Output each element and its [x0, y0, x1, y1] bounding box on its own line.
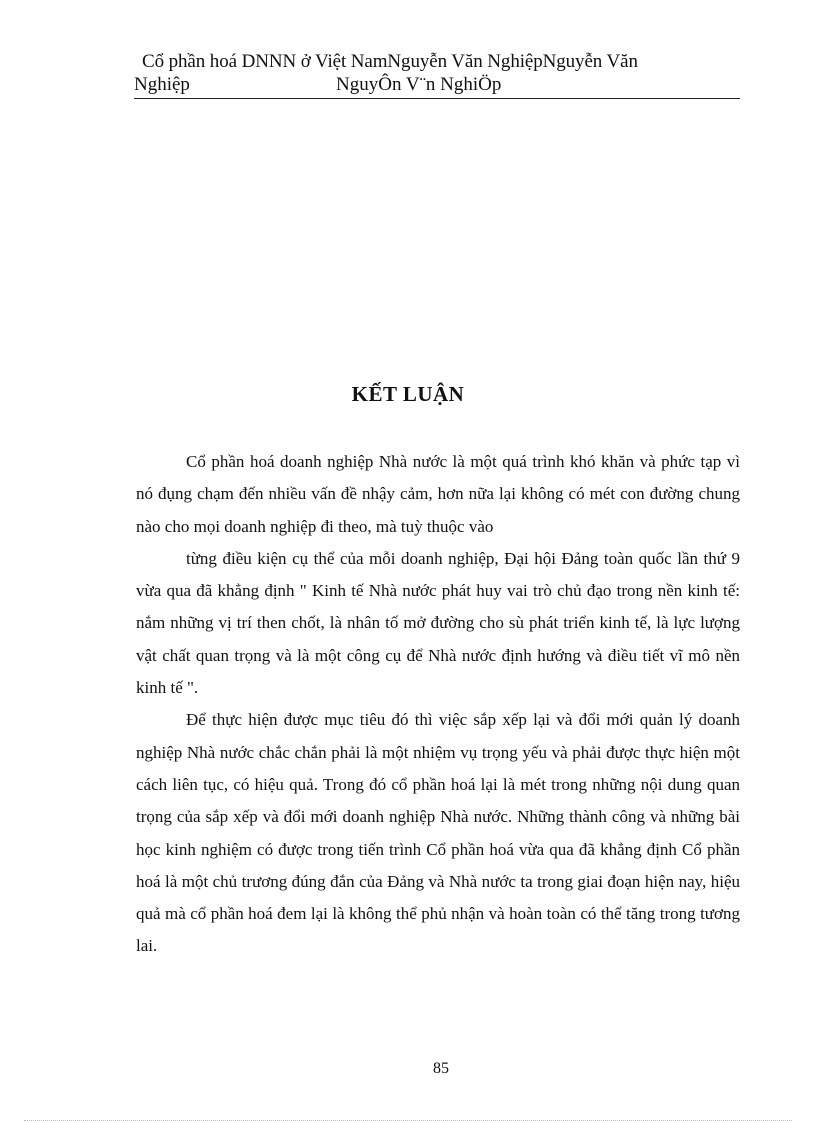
paragraph-3: Để thực hiện được mục tiêu đó thì việc sắp xếp lại và đổi mới quản lý doanh nghiệp Nhà nước chắc chắn phải là một nhiệm vụ trọng yếu và phải được thực hiện một cách liên tục, có hiệu quả. Trong đó cổ phần hoá lại là mét trong những nội dung quan trọng của sắp xếp và đổi mới doanh nghiệp Nhà nước. Những thành công và những bài học kinh nghiệm có được trong tiến trình Cổ phần hoá vừa qua đã khẳng định Cổ phần hoá là một chủ trương đúng đắn của Đảng và Nhà nước ta trong giai đoạn hiện nay, hiệu quả mà cổ phần hoá đem lại là không thể phủ nhận và hoàn toàn có thể tăng trong tương lai. [136, 710, 740, 956]
page-bottom-divider [24, 1120, 792, 1121]
header-line-1: Cổ phần hoá DNNN ở Việt NamNguyễn Văn NghiệpNguyễn Văn [142, 51, 638, 72]
page-number: 85 [433, 1060, 449, 1077]
header-line-2-right: NguyÔn V¨n NghiÖp [336, 74, 502, 95]
header-line-2 [134, 74, 740, 96]
header-line-2-left: Nghiệp [134, 74, 190, 95]
section-title: KẾT LUẬN [351, 382, 465, 406]
running-header [134, 50, 740, 99]
paragraph-2: từng điều kiện cụ thể của mỗi doanh nghiệp, Đại hội Đảng toàn quốc lần thứ 9 vừa qua đã khẳng định " Kinh tế Nhà nước phát huy vai trò chủ đạo trong nền kinh tế: nắm những vị trí then chốt, là nhân tố mở đường cho sù phát triển kinh tế, là lực lượng vật chất quan trọng và là một công cụ để Nhà nước định hướng và điều tiết vĩ mô nền kinh tế ". [136, 548, 740, 698]
paragraph-1: Cổ phần hoá doanh nghiệp Nhà nước là một quá trình khó khăn và phức tạp vì nó đụng chạm đến nhiều vấn đề nhậy cảm, hơn nữa lại không có mét con đường chung nào cho mọi doanh nghiệp đi theo, mà tuỳ thuộc vào [136, 452, 740, 536]
body-text [136, 446, 740, 963]
